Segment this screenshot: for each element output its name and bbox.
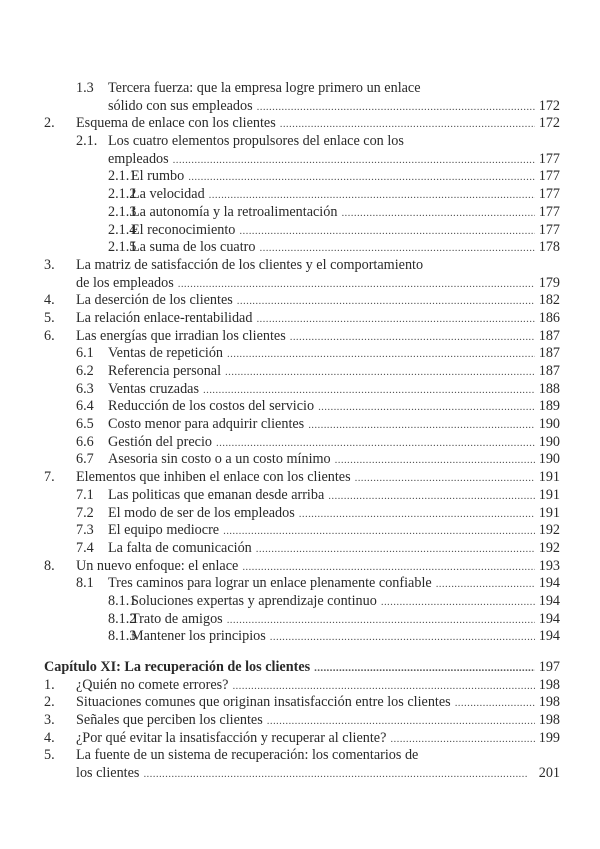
entry-title: Esquema de enlace con los clientes	[76, 115, 276, 132]
dot-leader	[455, 695, 535, 713]
dot-leader	[143, 766, 534, 784]
page-number: 191	[538, 469, 560, 486]
entry-number: 6.3	[76, 380, 94, 397]
chapter-heading	[0, 659, 600, 677]
toc-entry	[0, 416, 600, 434]
entry-number: 2.1.2	[108, 186, 137, 203]
toc-entry	[0, 363, 600, 381]
entry-title: El modo de ser de los empleados	[108, 504, 295, 521]
entry-title: La fuente de un sistema de recuperación: los comentarios de	[76, 747, 419, 764]
dot-leader	[237, 293, 535, 311]
entry-number: 6.7	[76, 451, 94, 468]
entry-number: 6.1	[76, 345, 94, 362]
dot-leader	[341, 205, 534, 223]
toc-entry	[0, 593, 600, 611]
entry-number: 4.	[44, 729, 55, 746]
toc-entry	[0, 292, 600, 310]
dot-leader	[260, 240, 535, 258]
dot-leader	[290, 329, 535, 347]
dot-leader	[256, 541, 535, 559]
entry-title: La suma de los cuatro	[131, 239, 256, 256]
entry-number: 8.1.3	[108, 628, 137, 645]
dot-leader	[256, 311, 534, 329]
page-number: 177	[538, 150, 560, 167]
dot-leader	[242, 559, 534, 577]
page-number: 189	[538, 398, 560, 415]
page-number: 186	[538, 309, 560, 326]
entry-title: Ventas de repetición	[108, 345, 224, 362]
entry-title: Los cuatro elementos propulsores del enlace con los	[108, 133, 404, 150]
toc-entry	[0, 434, 600, 452]
entry-number: 3.	[44, 256, 55, 273]
entry-title: Asesoria sin costo o a un costo mínimo	[108, 451, 331, 468]
page-number: 177	[538, 186, 560, 203]
toc-entry	[0, 558, 600, 576]
dot-leader	[223, 523, 535, 541]
entry-title: La falta de comunicación	[108, 539, 252, 556]
page-number: 198	[538, 712, 560, 729]
entry-number: 6.6	[76, 433, 94, 450]
entry-number: 6.	[44, 327, 55, 344]
entry-title: La velocidad	[131, 186, 205, 203]
dot-leader	[328, 488, 534, 506]
toc-entry	[0, 186, 600, 204]
page-number: 198	[538, 694, 560, 711]
page-number: 177	[538, 203, 560, 220]
dot-leader	[308, 417, 535, 435]
page-number: 187	[538, 363, 560, 379]
toc-entry	[0, 505, 600, 523]
dot-leader	[267, 713, 535, 731]
toc-entry	[0, 487, 600, 505]
entry-title: La relación enlace-rentabilidad	[76, 309, 253, 326]
toc-entry	[0, 204, 600, 222]
dot-leader	[203, 382, 535, 400]
toc-entry	[0, 522, 600, 540]
entry-number: 8.	[44, 557, 55, 574]
entry-title: Las politicas que emanan desde arriba	[108, 486, 325, 503]
entry-number: 6.2	[76, 363, 94, 379]
entry-title: La deserción de los clientes	[76, 292, 233, 309]
entry-number: 8.1.1	[108, 592, 137, 609]
entry-title: Soluciones expertas y aprendizaje continuo	[131, 592, 377, 609]
dot-leader	[390, 731, 534, 749]
toc-entry	[0, 451, 600, 469]
page-number: 191	[538, 504, 560, 521]
entry-title: Tres caminos para lograr un enlace plenamente confiable	[108, 575, 432, 592]
page-number: 187	[538, 345, 560, 362]
entry-title: Trato de amigos	[131, 610, 223, 627]
dot-leader	[216, 435, 535, 453]
page-number: 190	[538, 451, 560, 468]
page-number: 193	[538, 557, 560, 574]
entry-number: 1.3	[76, 80, 94, 96]
page-number: 194	[538, 610, 560, 627]
toc-entry	[0, 239, 600, 257]
page-number: 188	[538, 380, 560, 397]
page-number: 177	[538, 168, 560, 185]
toc-entry	[0, 398, 600, 416]
entry-number: 2.1.5	[108, 239, 137, 256]
dot-leader	[335, 452, 535, 470]
entry-title: El equipo mediocre	[108, 522, 220, 539]
entry-title: Referencia personal	[108, 363, 222, 379]
entry-title: Elementos que inhiben el enlace con los clientes	[76, 469, 351, 486]
toc-entry	[0, 677, 600, 695]
toc-entry	[0, 115, 600, 133]
entry-number: 5.	[44, 309, 55, 326]
toc-entry	[0, 381, 600, 399]
entry-title: Situaciones comunes que originan insatisfacción entre los clientes	[76, 694, 451, 711]
entry-number: 2.	[44, 694, 55, 711]
entry-title: La matriz de satisfacción de los clientes y el comportamiento	[76, 256, 424, 273]
entry-number: 7.1	[76, 486, 94, 503]
entry-title: Ventas cruzadas	[108, 380, 199, 397]
toc-entry	[0, 98, 600, 116]
page-number: 194	[538, 592, 560, 609]
page-number: 179	[538, 274, 560, 291]
toc-entry	[0, 712, 600, 730]
toc-entry	[0, 133, 600, 151]
toc-entry	[0, 328, 600, 346]
entry-title: Un nuevo enfoque: el enlace	[76, 557, 239, 574]
entry-title: sólido con sus empleados	[108, 97, 253, 114]
dot-leader	[227, 346, 535, 364]
entry-title: Tercera fuerza: que la empresa logre primero un enlace	[108, 80, 421, 96]
dot-leader	[239, 223, 534, 241]
toc-entry	[0, 345, 600, 363]
dot-leader	[381, 594, 535, 612]
toc-entry	[0, 222, 600, 240]
page-number: 182	[538, 292, 560, 309]
toc-entry	[0, 575, 600, 593]
entry-number: 2.	[44, 115, 55, 132]
toc-entry	[0, 540, 600, 558]
entry-title: los clientes	[76, 765, 140, 782]
entry-title: Costo menor para adquirir clientes	[108, 416, 305, 433]
toc-entry	[0, 611, 600, 629]
page-number: 190	[538, 433, 560, 450]
entry-title: Gestión del precio	[108, 433, 213, 450]
entry-number: 3.	[44, 712, 55, 729]
dot-leader	[355, 470, 535, 488]
entry-number: 6.5	[76, 416, 94, 433]
dot-leader	[280, 116, 535, 134]
toc-entry	[0, 694, 600, 712]
page-number: 201	[538, 765, 560, 782]
dot-leader	[318, 399, 535, 417]
dot-leader	[270, 629, 535, 647]
dot-leader	[173, 152, 535, 170]
page-number: 198	[538, 676, 560, 693]
entry-number: 7.2	[76, 504, 94, 521]
entry-number: 2.1.3	[108, 203, 137, 220]
page-number: 172	[538, 97, 560, 114]
dot-leader	[314, 660, 535, 678]
entry-title: El reconocimiento	[131, 221, 236, 238]
dot-leader	[225, 364, 535, 382]
dot-leader	[257, 99, 535, 117]
page-number: 197	[538, 659, 560, 675]
entry-title: La autonomía y la retroalimentación	[131, 203, 338, 220]
page-number: 194	[538, 628, 560, 645]
entry-title: ¿Quién no comete errores?	[76, 676, 229, 693]
dot-leader	[178, 276, 535, 294]
entry-title: El rumbo	[131, 168, 185, 185]
toc-entry	[0, 151, 600, 169]
entry-number: 8.1	[76, 575, 94, 592]
toc-entry	[0, 730, 600, 748]
entry-number: 1.	[44, 676, 55, 693]
entry-number: 7.3	[76, 522, 94, 539]
entry-title: empleados	[108, 150, 169, 167]
dot-leader	[227, 612, 535, 630]
entry-number: 6.4	[76, 398, 94, 415]
toc-entry	[0, 765, 600, 783]
entry-number: 2.1.4	[108, 221, 137, 238]
entry-title: ¿Por qué evitar la insatisfacción y recuperar al cliente?	[76, 729, 387, 746]
page-number: 172	[538, 115, 560, 132]
toc-entry	[0, 80, 600, 98]
dot-leader	[209, 187, 535, 205]
entry-title: Mantener los principios	[131, 628, 266, 645]
table-of-contents	[0, 80, 600, 783]
toc-entry	[0, 747, 600, 765]
entry-number: 8.1.2	[108, 610, 137, 627]
entry-title: Capítulo XI: La recuperación de los clientes	[44, 659, 311, 675]
toc-entry	[0, 168, 600, 186]
page-number: 178	[538, 239, 560, 256]
dot-leader	[299, 506, 535, 524]
page-number: 192	[538, 539, 560, 556]
entry-number: 7.4	[76, 539, 94, 556]
entry-number: 5.	[44, 747, 55, 764]
page-number: 191	[538, 486, 560, 503]
entry-title: de los empleados	[76, 274, 174, 291]
page-number: 192	[538, 522, 560, 539]
entry-title: Reducción de los costos del servicio	[108, 398, 315, 415]
entry-number: 7.	[44, 469, 55, 486]
toc-entry	[0, 257, 600, 275]
entry-number: 2.1.	[76, 133, 98, 150]
entry-title: Las energías que irradian los clientes	[76, 327, 286, 344]
toc-entry	[0, 628, 600, 646]
toc-entry	[0, 310, 600, 328]
page-number: 177	[538, 221, 560, 238]
toc-entry	[0, 275, 600, 293]
toc-entry	[0, 469, 600, 487]
page-number: 190	[538, 416, 560, 433]
entry-title: Señales que perciben los clientes	[76, 712, 263, 729]
page-number: 194	[538, 575, 560, 592]
dot-leader	[188, 169, 535, 187]
dot-leader	[436, 576, 535, 594]
page-number: 187	[538, 327, 560, 344]
entry-number: 4.	[44, 292, 55, 309]
page-number: 199	[538, 729, 560, 746]
entry-number: 2.1.1	[108, 168, 137, 185]
dot-leader	[232, 678, 534, 696]
